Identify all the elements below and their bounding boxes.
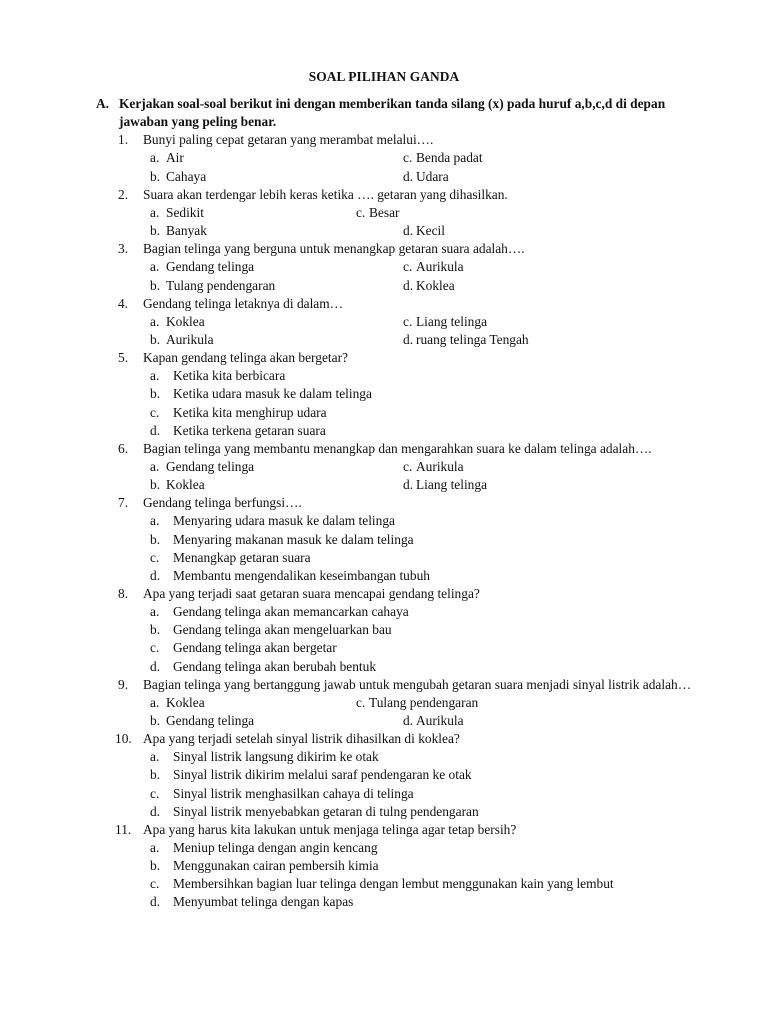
options xyxy=(143,512,716,585)
question-text: Bagian telinga yang membantu menangkap dan mengarahkan suara ke dalam telinga adalah…. xyxy=(143,440,652,456)
option-d[interactable]: d. Sinyal listrik menyebabkan getaran di tulng pendengaran xyxy=(150,803,479,819)
question-1 xyxy=(96,131,716,185)
options xyxy=(143,204,716,240)
option-c[interactable]: c. Ketika kita menghirup udara xyxy=(150,404,327,420)
option-b[interactable]: b. Cahaya xyxy=(150,168,207,184)
question-text: Apa yang terjadi setelah sinyal listrik dihasilkan di koklea? xyxy=(143,731,460,747)
option-c[interactable]: c. Aurikula xyxy=(403,259,464,275)
question-text: Bagian telinga yang bertanggung jawab untuk mengubah getaran suara menjadi sinyal listrik adalah… xyxy=(143,676,692,692)
option-a[interactable]: a. Meniup telinga dengan angin kencang xyxy=(150,840,378,856)
option-b[interactable]: b. Menyaring makanan masuk ke dalam telinga xyxy=(150,531,414,547)
option-b[interactable]: b. Tulang pendengaran xyxy=(150,277,276,293)
option-d[interactable]: d. Gendang telinga akan berubah bentuk xyxy=(150,658,377,674)
question-5 xyxy=(96,349,716,440)
option-a[interactable]: a. Sinyal listrik langsung dikirim ke otak xyxy=(150,749,379,765)
question-11 xyxy=(96,821,716,912)
options xyxy=(143,839,716,912)
option-b[interactable]: b. Koklea xyxy=(150,477,205,493)
option-b[interactable]: b. Sinyal listrik dikirim melalui saraf pendengaran ke otak xyxy=(150,767,472,783)
option-d[interactable]: d. Koklea xyxy=(403,277,455,293)
option-c[interactable]: c. Besar xyxy=(356,204,400,220)
options xyxy=(143,694,716,730)
question-number: 5. xyxy=(118,350,129,366)
question-10 xyxy=(96,730,716,821)
option-d[interactable]: d. Kecil xyxy=(403,223,445,239)
option-c[interactable]: c. Tulang pendengaran xyxy=(356,694,479,710)
option-a[interactable]: a. Menyaring udara masuk ke dalam telinga xyxy=(150,513,395,529)
option-c[interactable]: c. Membersihkan bagian luar telinga dengan lembut menggunakan kain yang lembut xyxy=(150,876,614,892)
option-c[interactable]: c. Gendang telinga akan bergetar xyxy=(150,640,337,656)
question-6 xyxy=(96,440,716,494)
option-a[interactable]: a. Ketika kita berbicara xyxy=(150,368,286,384)
option-a[interactable]: a. Gendang telinga xyxy=(150,459,255,474)
option-c[interactable]: c. Benda padat xyxy=(403,150,483,166)
options xyxy=(143,313,716,349)
section-a xyxy=(96,95,716,912)
option-d[interactable]: d. Liang telinga xyxy=(403,477,488,493)
question-text: Suara akan terdengar lebih keras ketika …. getaran yang dihasilkan. xyxy=(143,186,508,202)
option-d[interactable]: d. Membantu mengendalikan keseimbangan tubuh xyxy=(150,567,430,583)
question-number: 8. xyxy=(118,586,129,602)
option-c[interactable]: c. Aurikula xyxy=(403,459,464,474)
question-number: 2. xyxy=(118,186,129,202)
instruction-text: Kerjakan soal-soal berikut ini dengan memberikan tanda silang (x) pada huruf a,b,c,d di depan jawaban yang peling benar. xyxy=(119,96,666,130)
question-text: Gendang telinga berfungsi…. xyxy=(143,495,302,511)
options xyxy=(143,149,716,185)
section-instruction xyxy=(96,95,716,131)
options xyxy=(143,458,716,494)
question-7 xyxy=(96,494,716,585)
section-letter: A. xyxy=(96,96,110,111)
options xyxy=(143,258,716,294)
question-number: 3. xyxy=(118,241,129,257)
option-a[interactable]: a. Gendang telinga xyxy=(150,259,255,275)
question-number: 1. xyxy=(118,132,129,148)
question-text: Apa yang harus kita lakukan untuk menjaga telinga agar tetap bersih? xyxy=(143,821,517,837)
option-b[interactable]: b. Ketika udara masuk ke dalam telinga xyxy=(150,386,372,402)
question-number: 4. xyxy=(118,295,129,311)
question-number: 9. xyxy=(118,676,129,692)
question-number: 11. xyxy=(115,821,132,837)
question-number: 10. xyxy=(115,731,132,747)
page-title: SOAL PILIHAN GANDA xyxy=(308,69,460,84)
options xyxy=(143,603,716,676)
option-b[interactable]: b. Gendang telinga xyxy=(150,713,255,729)
question-text: Bunyi paling cepat getaran yang merambat melalui…. xyxy=(143,132,434,148)
option-b[interactable]: b. Gendang telinga akan mengeluarkan bau xyxy=(150,622,392,638)
option-a[interactable]: a. Koklea xyxy=(150,694,205,710)
option-b[interactable]: b. Aurikula xyxy=(150,331,214,347)
question-3 xyxy=(96,240,716,294)
question-number: 6. xyxy=(118,440,129,456)
option-a[interactable]: a. Air xyxy=(150,150,184,166)
question-text: Bagian telinga yang berguna untuk menangkap getaran suara adalah…. xyxy=(143,241,525,257)
question-list xyxy=(96,131,716,911)
option-c[interactable]: c. Liang telinga xyxy=(403,313,488,329)
option-d[interactable]: d. Udara xyxy=(403,168,449,184)
options xyxy=(143,367,716,440)
question-number: 7. xyxy=(118,495,129,511)
option-b[interactable]: b. Banyak xyxy=(150,223,207,239)
options xyxy=(143,748,716,821)
question-text: Apa yang terjadi saat getaran suara mencapai gendang telinga? xyxy=(143,586,480,602)
option-a[interactable]: a. Gendang telinga akan memancarkan cahaya xyxy=(150,604,409,620)
question-8 xyxy=(96,585,716,676)
option-c[interactable]: c. Menangkap getaran suara xyxy=(150,549,311,565)
option-d[interactable]: d. ruang telinga Tengah xyxy=(403,331,529,347)
option-d[interactable]: d. Menyumbat telinga dengan kapas xyxy=(150,894,354,910)
question-9 xyxy=(96,676,716,730)
option-a[interactable]: a. Koklea xyxy=(150,313,205,329)
question-text: Kapan gendang telinga akan bergetar? xyxy=(143,350,348,366)
option-b[interactable]: b. Menggunakan cairan pembersih kimia xyxy=(150,858,379,874)
option-c[interactable]: c. Sinyal listrik menghasilkan cahaya di telinga xyxy=(150,785,414,801)
question-text: Gendang telinga letaknya di dalam… xyxy=(143,295,344,311)
option-d[interactable]: d. Aurikula xyxy=(403,713,464,729)
question-2 xyxy=(96,186,716,240)
question-4 xyxy=(96,295,716,349)
option-a[interactable]: a. Sedikit xyxy=(150,204,204,220)
option-d[interactable]: d. Ketika terkena getaran suara xyxy=(150,422,326,438)
